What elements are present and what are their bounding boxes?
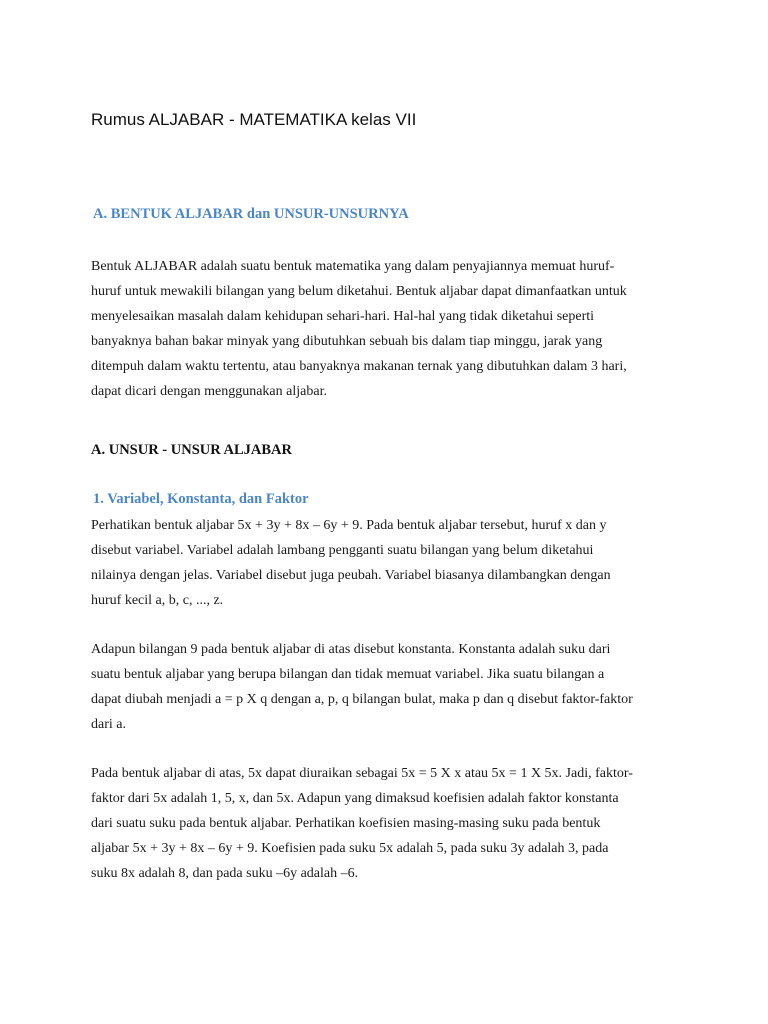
paragraph-line: ditempuh dalam waktu tertentu, atau banyaknya makanan ternak yang dibutuhkan dalam 3 hari,: [91, 359, 627, 374]
paragraph-line: Bentuk ALJABAR adalah suatu bentuk matematika yang dalam penyajiannya memuat huruf-: [91, 259, 615, 274]
paragraph-line: Perhatikan bentuk aljabar 5x + 3y + 8x – 6y + 9. Pada bentuk aljabar tersebut, huruf x dan y: [91, 518, 607, 533]
paragraph-line: suku 8x adalah 8, dan pada suku –6y adalah –6.: [91, 866, 359, 881]
paragraph-line: Pada bentuk aljabar di atas, 5x dapat diuraikan sebagai 5x = 5 X x atau 5x = 1 X 5x. Jadi, faktor-: [91, 766, 633, 781]
paragraph-line: Adapun bilangan 9 pada bentuk aljabar di atas disebut konstanta. Konstanta adalah suku dari: [91, 642, 611, 657]
paragraph-variabel: [91, 513, 691, 613]
paragraph-line: aljabar 5x + 3y + 8x – 6y + 9. Koefisien pada suku 5x adalah 5, pada suku 3y adalah 3, pada: [91, 841, 609, 856]
paragraph-line: dari suatu suku pada bentuk aljabar. Perhatikan koefisien masing-masing suku pada bentuk: [91, 816, 601, 831]
paragraph-konstanta: [91, 637, 691, 737]
paragraph-line: disebut variabel. Variabel adalah lambang pengganti suatu bilangan yang belum diketahui: [91, 543, 594, 558]
intro-paragraph: [91, 254, 691, 404]
paragraph-line: faktor dari 5x adalah 1, 5, x, dan 5x. Adapun yang dimaksud koefisien adalah faktor konstanta: [91, 791, 619, 806]
paragraph-line: nilainya dengan jelas. Variabel disebut juga peubah. Variabel biasanya dilambangkan dengan: [91, 568, 611, 583]
paragraph-line: suatu bentuk aljabar yang berupa bilangan dan tidak memuat variabel. Jika suatu bilangan a: [91, 667, 605, 682]
document-title: Rumus ALJABAR - MATEMATIKA kelas VII: [91, 110, 417, 129]
paragraph-line: dapat diubah menjadi a = p X q dengan a, p, q bilangan bulat, maka p dan q disebut faktor-faktor: [91, 692, 633, 707]
paragraph-line: dari a.: [91, 717, 126, 732]
section-heading-bentuk-aljabar: A. BENTUK ALJABAR dan UNSUR-UNSURNYA: [93, 206, 409, 222]
subsection-heading-variabel: 1. Variabel, Konstanta, dan Faktor: [93, 491, 309, 507]
section-heading-unsur-aljabar: A. UNSUR - UNSUR ALJABAR: [91, 442, 293, 458]
paragraph-line: huruf kecil a, b, c, ..., z.: [91, 593, 224, 608]
paragraph-line: menyelesaikan masalah dalam kehidupan sehari-hari. Hal-hal yang tidak diketahui seperti: [91, 309, 595, 324]
paragraph-faktor-koefisien: [91, 761, 691, 886]
paragraph-line: banyaknya bahan bakar minyak yang dibutuhkan sebuah bis dalam tiap minggu, jarak yang: [91, 334, 603, 349]
paragraph-line: dapat dicari dengan menggunakan aljabar.: [91, 384, 327, 399]
paragraph-line: huruf untuk mewakili bilangan yang belum diketahui. Bentuk aljabar dapat dimanfaatkan untuk: [91, 284, 627, 299]
